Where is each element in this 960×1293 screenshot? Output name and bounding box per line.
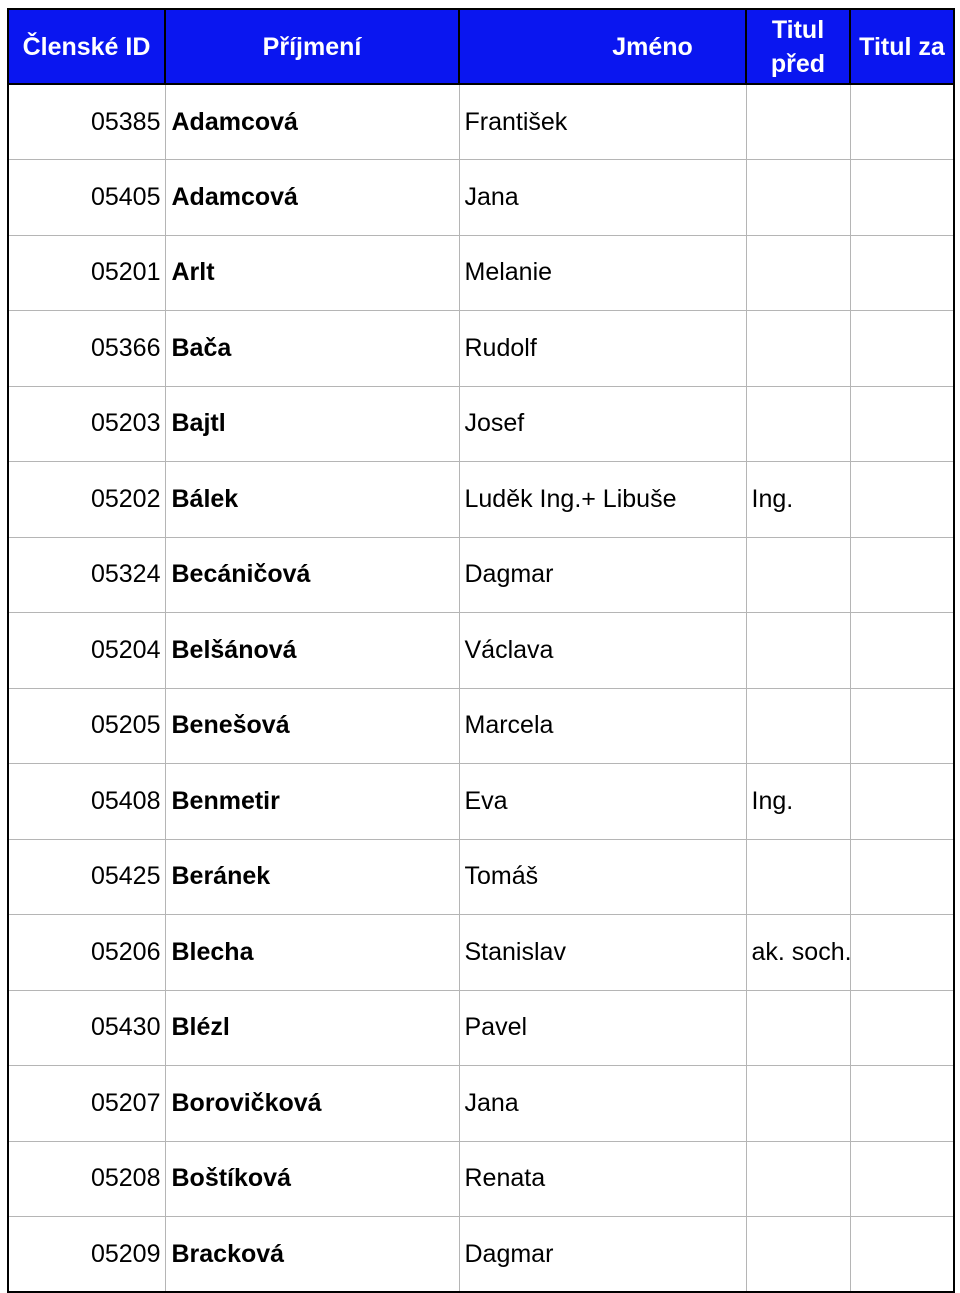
- cell-first-name: Renata: [459, 1141, 746, 1217]
- cell-first-name: Václava: [459, 613, 746, 689]
- cell-member-id: 05408: [8, 764, 165, 840]
- cell-first-name: Dagmar: [459, 537, 746, 613]
- table-row: [8, 1066, 954, 1142]
- table-row: [8, 688, 954, 764]
- table-body: [8, 84, 954, 1292]
- cell-member-id: 05209: [8, 1217, 165, 1293]
- cell-surname: Adamcová: [165, 160, 459, 236]
- table-row: [8, 1141, 954, 1217]
- table-row: [8, 1217, 954, 1293]
- cell-surname: Beránek: [165, 839, 459, 915]
- cell-surname: Bajtl: [165, 386, 459, 462]
- cell-member-id: 05324: [8, 537, 165, 613]
- cell-title-before: ak. soch.: [746, 915, 850, 991]
- cell-surname: Boštíková: [165, 1141, 459, 1217]
- cell-first-name: Luděk Ing.+ Libuše: [459, 462, 746, 538]
- table-row: [8, 84, 954, 160]
- cell-title-before: [746, 311, 850, 387]
- table-header: [8, 9, 954, 84]
- cell-title-after: [850, 1217, 954, 1293]
- cell-surname: Bracková: [165, 1217, 459, 1293]
- cell-title-after: [850, 160, 954, 236]
- cell-title-before: [746, 537, 850, 613]
- table-row: [8, 915, 954, 991]
- cell-title-before: [746, 688, 850, 764]
- cell-title-after: [850, 990, 954, 1066]
- cell-first-name: Josef: [459, 386, 746, 462]
- cell-member-id: 05430: [8, 990, 165, 1066]
- cell-member-id: 05201: [8, 235, 165, 311]
- cell-member-id: 05205: [8, 688, 165, 764]
- cell-title-after: [850, 537, 954, 613]
- cell-title-before: [746, 613, 850, 689]
- cell-title-after: [850, 311, 954, 387]
- cell-member-id: 05366: [8, 311, 165, 387]
- cell-first-name: Tomáš: [459, 839, 746, 915]
- cell-title-before: [746, 160, 850, 236]
- cell-title-after: [850, 764, 954, 840]
- cell-surname: Benešová: [165, 688, 459, 764]
- header-row: [8, 9, 954, 84]
- table-row: [8, 462, 954, 538]
- cell-surname: Bálek: [165, 462, 459, 538]
- cell-title-before: [746, 1066, 850, 1142]
- cell-title-after: [850, 235, 954, 311]
- cell-title-before: [746, 839, 850, 915]
- table-row: [8, 839, 954, 915]
- cell-surname: Belšánová: [165, 613, 459, 689]
- header-member-id: Členské ID: [8, 9, 165, 84]
- cell-surname: Bača: [165, 311, 459, 387]
- cell-surname: Blecha: [165, 915, 459, 991]
- cell-surname: Blézl: [165, 990, 459, 1066]
- cell-surname: Becáničová: [165, 537, 459, 613]
- cell-title-before: [746, 1217, 850, 1293]
- table-row: [8, 990, 954, 1066]
- cell-title-after: [850, 839, 954, 915]
- cell-surname: Benmetir: [165, 764, 459, 840]
- cell-member-id: 05425: [8, 839, 165, 915]
- header-title-before: Titul před: [746, 9, 850, 84]
- cell-first-name: Eva: [459, 764, 746, 840]
- cell-first-name: Dagmar: [459, 1217, 746, 1293]
- header-first-name: Jméno: [459, 9, 746, 84]
- cell-member-id: 05204: [8, 613, 165, 689]
- cell-title-after: [850, 915, 954, 991]
- cell-member-id: 05405: [8, 160, 165, 236]
- cell-surname: Borovičková: [165, 1066, 459, 1142]
- header-surname: Příjmení: [165, 9, 459, 84]
- table-row: [8, 160, 954, 236]
- cell-first-name: František: [459, 84, 746, 160]
- cell-title-before: Ing.: [746, 764, 850, 840]
- cell-first-name: Melanie: [459, 235, 746, 311]
- cell-member-id: 05202: [8, 462, 165, 538]
- cell-member-id: 05208: [8, 1141, 165, 1217]
- cell-title-before: [746, 84, 850, 160]
- cell-title-after: [850, 1066, 954, 1142]
- cell-member-id: 05203: [8, 386, 165, 462]
- table-row: [8, 235, 954, 311]
- cell-title-before: [746, 1141, 850, 1217]
- cell-first-name: Jana: [459, 160, 746, 236]
- cell-title-after: [850, 1141, 954, 1217]
- header-title-after: Titul za: [850, 9, 954, 84]
- cell-title-after: [850, 688, 954, 764]
- cell-title-before: Ing.: [746, 462, 850, 538]
- cell-member-id: 05206: [8, 915, 165, 991]
- cell-title-after: [850, 84, 954, 160]
- cell-surname: Arlt: [165, 235, 459, 311]
- cell-first-name: Stanislav: [459, 915, 746, 991]
- table-row: [8, 386, 954, 462]
- cell-surname: Adamcová: [165, 84, 459, 160]
- table-row: [8, 311, 954, 387]
- cell-title-before: [746, 386, 850, 462]
- cell-member-id: 05385: [8, 84, 165, 160]
- cell-title-after: [850, 386, 954, 462]
- table-row: [8, 613, 954, 689]
- table-row: [8, 537, 954, 613]
- cell-first-name: Pavel: [459, 990, 746, 1066]
- cell-first-name: Jana: [459, 1066, 746, 1142]
- cell-first-name: Marcela: [459, 688, 746, 764]
- cell-title-after: [850, 613, 954, 689]
- cell-title-after: [850, 462, 954, 538]
- members-table: [7, 8, 955, 1293]
- cell-first-name: Rudolf: [459, 311, 746, 387]
- cell-title-before: [746, 990, 850, 1066]
- cell-member-id: 05207: [8, 1066, 165, 1142]
- cell-title-before: [746, 235, 850, 311]
- table-row: [8, 764, 954, 840]
